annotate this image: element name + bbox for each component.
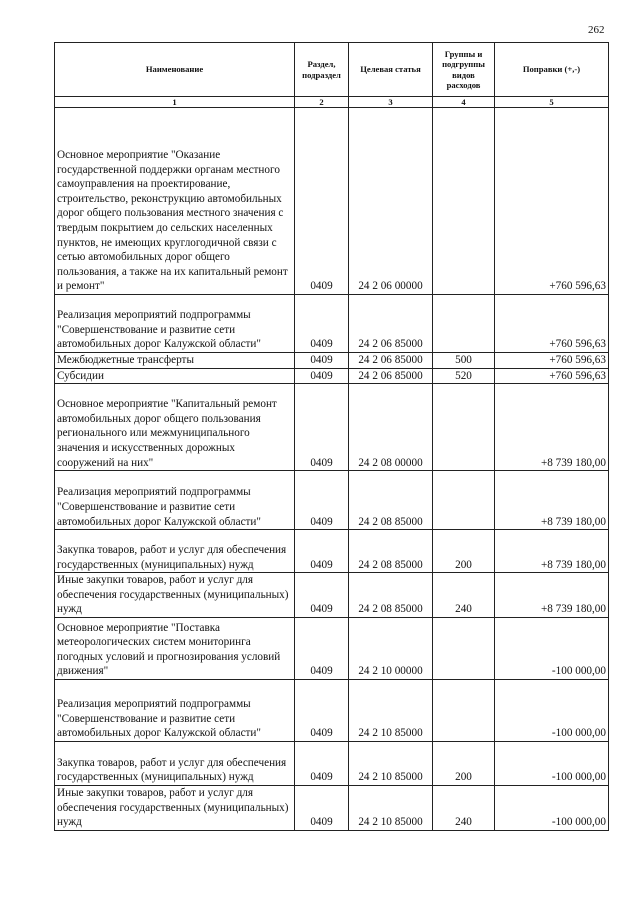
row-amount: +760 596,63 — [495, 108, 609, 295]
row-target-code: 24 2 06 85000 — [349, 368, 433, 384]
budget-table — [54, 42, 609, 831]
table-row — [55, 741, 609, 785]
row-name: Межбюджетные трансферты — [55, 352, 295, 368]
table-row — [55, 530, 609, 573]
row-name: Реализация мероприятий подпрограммы "Совершенствование и развитие сети автомобильных дорог Калужской области" — [55, 679, 295, 741]
row-name: Закупка товаров, работ и услуг для обеспечения государственных (муниципальных) нужд — [55, 741, 295, 785]
row-name: Иные закупки товаров, работ и услуг для обеспечения государственных (муниципальных) нужд — [55, 573, 295, 618]
row-section: 0409 — [295, 352, 349, 368]
table-row — [55, 573, 609, 618]
row-name: Основное мероприятие "Оказание государственной поддержки органам местного самоуправления на проектирование, строительство, реконструкцию автомобильных дорог общего пользования местного значения с твердым покрытием до сельских населенных пунктов, не имеющих круглогодичной связи с сетью автомобильных дорог общего пользования, а также на их капитальный ремонт и ремонт" — [55, 108, 295, 295]
row-amount: +760 596,63 — [495, 352, 609, 368]
header-amendments: Поправки (+,-) — [495, 43, 609, 97]
row-target-code: 24 2 10 85000 — [349, 785, 433, 830]
table-row — [55, 108, 609, 295]
row-name: Закупка товаров, работ и услуг для обеспечения государственных (муниципальных) нужд — [55, 530, 295, 573]
row-name: Иные закупки товаров, работ и услуг для обеспечения государственных (муниципальных) нужд — [55, 785, 295, 830]
row-target-code: 24 2 10 00000 — [349, 617, 433, 679]
row-section: 0409 — [295, 108, 349, 295]
row-group: 240 — [433, 785, 495, 830]
row-section: 0409 — [295, 573, 349, 618]
row-target-code: 24 2 10 85000 — [349, 679, 433, 741]
header-row — [55, 43, 609, 97]
row-target-code: 24 2 06 85000 — [349, 294, 433, 352]
row-name: Субсидии — [55, 368, 295, 384]
table-row — [55, 785, 609, 830]
page-number: 262 — [588, 24, 605, 36]
column-number: 1 — [55, 97, 295, 108]
row-amount: -100 000,00 — [495, 679, 609, 741]
header-target: Целевая статья — [349, 43, 433, 97]
row-target-code: 24 2 10 85000 — [349, 741, 433, 785]
header-groups: Группы и подгруппы видов расходов — [433, 43, 495, 97]
row-group — [433, 294, 495, 352]
table-row — [55, 617, 609, 679]
column-number: 2 — [295, 97, 349, 108]
table-row — [55, 471, 609, 530]
row-section: 0409 — [295, 368, 349, 384]
row-amount: +760 596,63 — [495, 368, 609, 384]
row-target-code: 24 2 08 85000 — [349, 471, 433, 530]
row-group: 200 — [433, 741, 495, 785]
row-group — [433, 384, 495, 471]
row-section: 0409 — [295, 617, 349, 679]
row-target-code: 24 2 08 85000 — [349, 530, 433, 573]
row-amount: -100 000,00 — [495, 741, 609, 785]
row-name: Реализация мероприятий подпрограммы "Совершенствование и развитие сети автомобильных дорог Калужской области" — [55, 471, 295, 530]
row-amount: +8 739 180,00 — [495, 530, 609, 573]
row-group — [433, 471, 495, 530]
row-amount: +8 739 180,00 — [495, 471, 609, 530]
table-row — [55, 368, 609, 384]
table-row — [55, 679, 609, 741]
table-row — [55, 384, 609, 471]
column-number-row — [55, 97, 609, 108]
row-name: Реализация мероприятий подпрограммы "Совершенствование и развитие сети автомобильных дорог Калужской области" — [55, 294, 295, 352]
row-section: 0409 — [295, 294, 349, 352]
row-target-code: 24 2 06 00000 — [349, 108, 433, 295]
row-amount: -100 000,00 — [495, 617, 609, 679]
row-target-code: 24 2 08 00000 — [349, 384, 433, 471]
table-row — [55, 352, 609, 368]
row-group — [433, 679, 495, 741]
row-amount: +760 596,63 — [495, 294, 609, 352]
table-row — [55, 294, 609, 352]
row-group — [433, 108, 495, 295]
row-target-code: 24 2 06 85000 — [349, 352, 433, 368]
row-section: 0409 — [295, 741, 349, 785]
row-section: 0409 — [295, 785, 349, 830]
header-section: Раздел, подраздел — [295, 43, 349, 97]
row-group: 240 — [433, 573, 495, 618]
row-section: 0409 — [295, 384, 349, 471]
column-number: 4 — [433, 97, 495, 108]
row-section: 0409 — [295, 530, 349, 573]
row-target-code: 24 2 08 85000 — [349, 573, 433, 618]
row-section: 0409 — [295, 471, 349, 530]
row-name: Основное мероприятие "Капитальный ремонт автомобильных дорог общего пользования регионального или межмуниципального значения и искусственных дорожных сооружений на них" — [55, 384, 295, 471]
column-number: 3 — [349, 97, 433, 108]
row-amount: -100 000,00 — [495, 785, 609, 830]
row-amount: +8 739 180,00 — [495, 384, 609, 471]
row-section: 0409 — [295, 679, 349, 741]
header-name: Наименование — [55, 43, 295, 97]
row-group: 500 — [433, 352, 495, 368]
row-group — [433, 617, 495, 679]
row-amount: +8 739 180,00 — [495, 573, 609, 618]
column-number: 5 — [495, 97, 609, 108]
row-name: Основное мероприятие "Поставка метеорологических систем мониторинга погодных условий и прогнозирования условий движения" — [55, 617, 295, 679]
row-group: 520 — [433, 368, 495, 384]
row-group: 200 — [433, 530, 495, 573]
